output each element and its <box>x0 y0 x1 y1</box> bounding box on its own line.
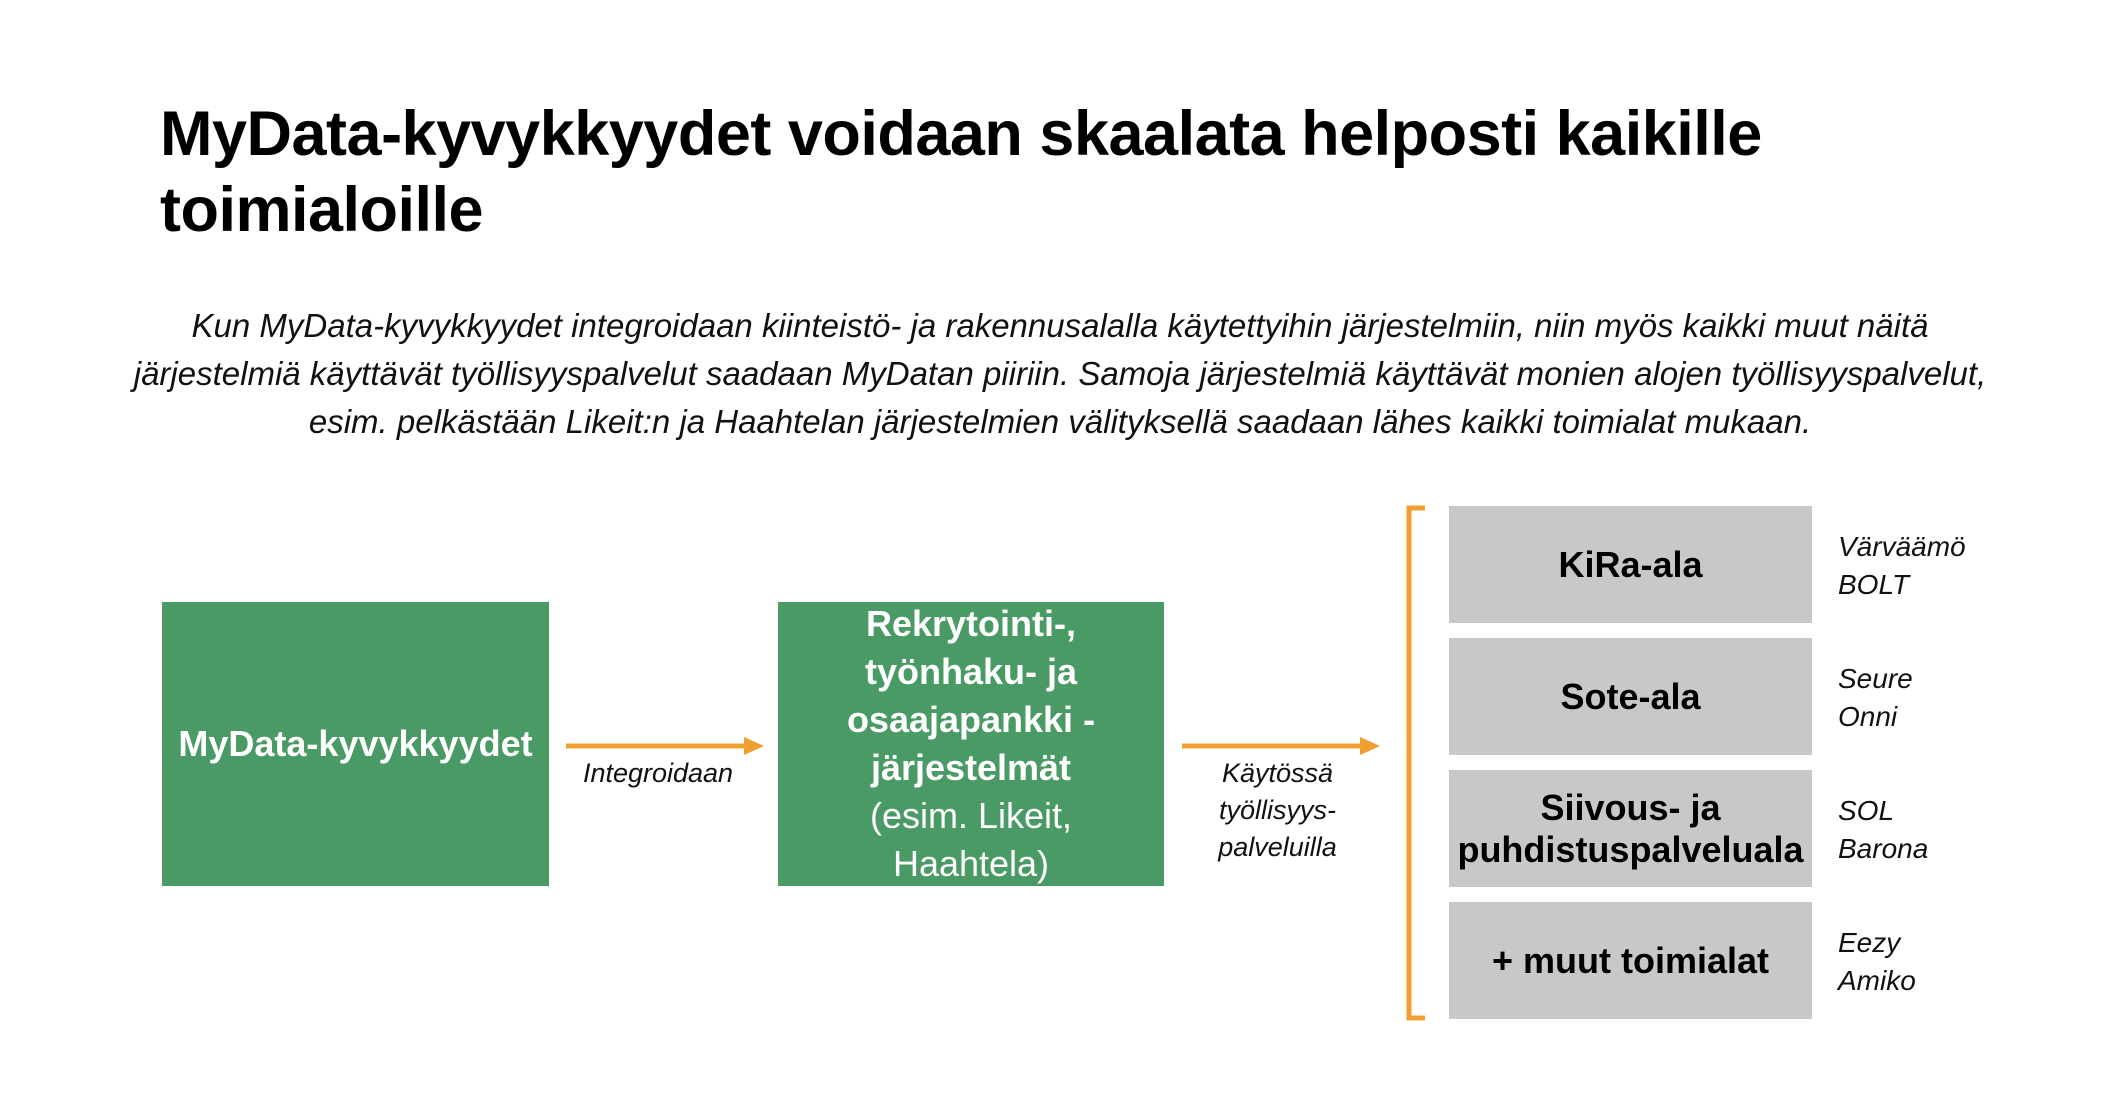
example-varvaamo: Värväämö <box>1838 531 1966 562</box>
systems-line-1: Rekrytointi-, <box>865 603 1077 644</box>
systems-line-2: työnhaku- ja <box>864 651 1078 692</box>
integration-arrow <box>566 737 764 755</box>
example-bolt: BOLT <box>1838 569 1910 600</box>
usage-label-line-3: palveluilla <box>1218 832 1337 862</box>
integration-arrow-label: Integroidaan <box>582 758 734 788</box>
example-seure: Seure <box>1838 663 1913 694</box>
usage-label-line-1: Käytössä <box>1221 758 1334 788</box>
industries-bracket <box>1409 508 1425 1018</box>
industry-box-kira <box>1449 506 1812 623</box>
slide-subtitle: Kun MyData-kyvykkyydet integroidaan kiinteistö- ja rakennusalalla käytettyihin järjestelmiin, niin myös kaikki muut näitä järjestelmiä käyttävät työllisyyspalvelut saadaan MyDatan piiriin. Samoja järjestelmiä käyttävät monien alojen työllisyyspalvelut, esim. pelkästään Likeit:n ja Haahtelan järjestelmien välityksellä saadaan lähes kaikki toimialat mukaan. <box>133 307 1987 440</box>
example-amiko: Amiko <box>1838 965 1916 996</box>
examples-other <box>1838 924 2038 1000</box>
example-sol: SOL <box>1838 795 1895 826</box>
example-barona: Barona <box>1838 833 1929 864</box>
example-eezy: Eezy <box>1838 927 1901 958</box>
examples-kira <box>1838 528 2038 604</box>
examples-cleaning <box>1838 792 2038 868</box>
systems-examples-note: (esim. Likeit, Haahtela) <box>869 795 1073 884</box>
systems-line-4: järjestelmät <box>870 747 1072 788</box>
industry-cleaning-label-1: Siivous- ja <box>1540 786 1721 828</box>
industry-cleaning-label-2: puhdistuspalveluala <box>1457 828 1804 870</box>
slide-title: MyData-kyvykkyydet voidaan skaalata helposti kaikille toimialoille <box>160 99 1762 245</box>
industry-box-cleaning <box>1449 770 1812 887</box>
usage-label-line-2: työllisyys- <box>1218 795 1336 825</box>
industry-kira-label: KiRa-ala <box>1558 543 1703 585</box>
mydata-capabilities-label: MyData-kyvykkyydet <box>178 723 533 764</box>
industry-box-sote <box>1449 638 1812 755</box>
industry-other-label: + muut toimialat <box>1491 939 1770 981</box>
industry-box-other <box>1449 902 1812 1019</box>
usage-arrow <box>1182 737 1380 755</box>
example-onni: Onni <box>1838 701 1898 732</box>
systems-line-3: osaajapankki - <box>846 699 1096 740</box>
industry-sote-label: Sote-ala <box>1560 675 1701 717</box>
examples-sote <box>1838 660 2038 736</box>
